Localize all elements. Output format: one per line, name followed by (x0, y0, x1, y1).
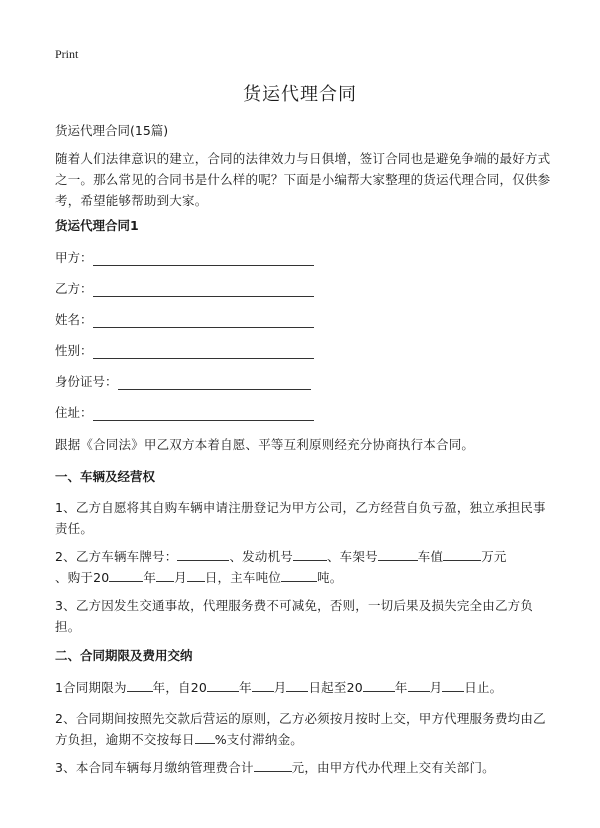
section-title: 货运代理合同1 (55, 218, 139, 233)
term-text: 年 (239, 680, 252, 695)
clause2-text: 、发动机号 (229, 549, 293, 564)
end-year-blank (363, 677, 395, 692)
party-b-blank (93, 280, 314, 297)
clause2-text: 车值 (417, 549, 444, 564)
engine-blank (293, 546, 327, 561)
section2-clause1 (55, 677, 553, 698)
name-field (55, 310, 314, 330)
clause2-text: 年 (143, 570, 157, 585)
section2-heading: 二、合同期限及费用交纳 (55, 648, 193, 663)
section1-clause2 (55, 546, 553, 588)
gender-label: 性别： (55, 343, 93, 358)
document-subtitle: 货运代理合同(15篇) (55, 123, 169, 138)
year-blank (109, 567, 143, 582)
clause2-text: 吨。 (317, 570, 343, 585)
plate-blank (177, 546, 229, 561)
name-label: 姓名： (55, 312, 93, 327)
party-a-blank (93, 249, 314, 266)
id-number-label: 身份证号： (55, 374, 118, 389)
gender-blank (93, 342, 314, 359)
month-blank (156, 567, 174, 582)
section2-clause2 (55, 708, 553, 750)
term-text: 年，自20 (152, 680, 208, 695)
gender-field (55, 341, 314, 361)
clause2-text: 、车架号 (326, 549, 378, 564)
address-field (55, 403, 314, 423)
address-label: 住址： (55, 405, 93, 420)
id-number-blank (118, 373, 311, 390)
address-blank (93, 404, 314, 421)
term-text: 1合同期限为 (55, 680, 127, 695)
party-a-field (55, 248, 314, 268)
party-a-label: 甲方： (55, 250, 93, 265)
intro-paragraph: 随着人们法律意识的建立，合同的法律效力与日俱增，签订合同也是避免争端的最好方式之一。那么常见的合同书是什么样的呢？下面是小编帮大家整理的货运代理合同，仅供参考，希望能够帮助到大家。 (55, 151, 551, 208)
clause2-text: 日，主车吨位 (204, 570, 282, 585)
section1-clause1: 1、乙方自愿将其自购车辆申请注册登记为甲方公司，乙方经营自负亏盈，独立承担民事责任。 (55, 500, 546, 536)
term-text: 月 (273, 680, 287, 695)
print-link[interactable]: Print (55, 47, 79, 61)
term-text: 日止。 (464, 680, 503, 695)
start-day-blank (286, 677, 308, 692)
section2-clause3 (55, 757, 553, 778)
day-blank (187, 567, 205, 582)
fee-text: 元，由甲方代办代理上交有关部门。 (291, 760, 495, 775)
start-month-blank (252, 677, 274, 692)
management-fee-blank (254, 757, 292, 772)
id-number-field (55, 372, 311, 392)
clause2-text: 月 (174, 570, 187, 585)
value-blank (443, 546, 481, 561)
payment-text: 2、合同期间按照先交款后营运的原则，乙方必须按月按时上交，甲方代理服务费均由乙方负担，逾期不交按每日 (55, 711, 546, 747)
section1-heading: 一、车辆及经营权 (55, 469, 156, 484)
section1-clause3: 3、乙方因发生交通事故，代理服务费不可减免，否则，一切后果及损失完全由乙方负担。 (55, 598, 534, 634)
preamble-paragraph: 跟据《合同法》甲乙双方本着自愿、平等互利原则经充分协商执行本合同。 (55, 437, 475, 452)
document-title: 货运代理合同 (243, 84, 357, 105)
clause2-text: 、购于20 (55, 570, 110, 585)
term-years-blank (127, 677, 153, 692)
clause2-text: 万元 (481, 549, 507, 564)
late-fee-blank (195, 729, 215, 744)
end-month-blank (408, 677, 430, 692)
end-day-blank (442, 677, 464, 692)
payment-text: %支付滞纳金。 (214, 732, 303, 747)
frame-blank (378, 546, 418, 561)
clause2-text: 2、乙方车辆车牌号： (55, 549, 178, 564)
fee-text: 3、本合同车辆每月缴纳管理费合计 (55, 760, 254, 775)
term-text: 月 (429, 680, 443, 695)
tonnage-blank (281, 567, 317, 582)
party-b-label: 乙方： (55, 281, 93, 296)
start-year-blank (207, 677, 239, 692)
party-b-field (55, 279, 314, 299)
name-blank (93, 311, 314, 328)
term-text: 日起至20 (308, 680, 363, 695)
term-text: 年 (394, 680, 408, 695)
